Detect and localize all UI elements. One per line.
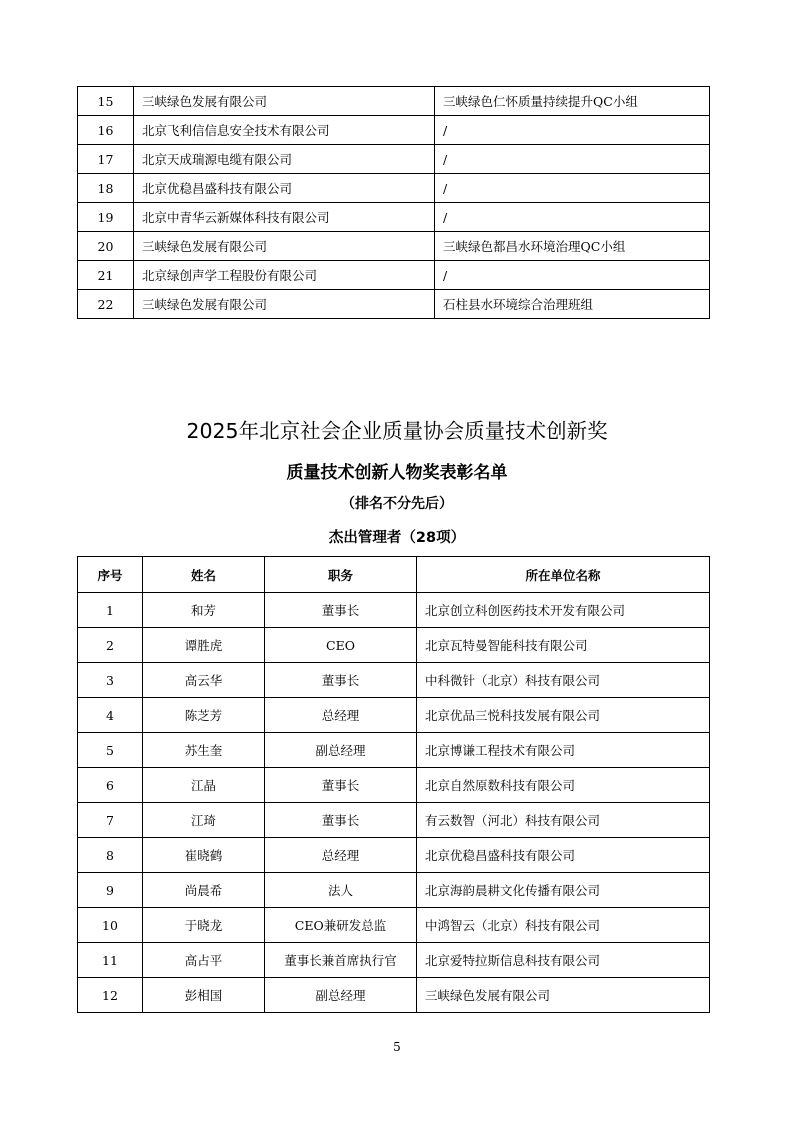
unit-name-cell: 中科微针（北京）科技有限公司 — [417, 663, 710, 698]
table-row — [78, 943, 710, 978]
serial-number-cell: 5 — [78, 733, 143, 768]
position-cell: 总经理 — [265, 698, 417, 733]
name-cell: 陈芝芳 — [143, 698, 265, 733]
serial-number-cell: 17 — [78, 145, 134, 174]
honoree-table-body — [78, 593, 710, 1013]
unit-name-cell: 北京博谦工程技术有限公司 — [417, 733, 710, 768]
serial-number-cell: 7 — [78, 803, 143, 838]
serial-number-cell: 16 — [78, 116, 134, 145]
unit-name-cell: 有云数智（河北）科技有限公司 — [417, 803, 710, 838]
position-cell: 董事长 — [265, 768, 417, 803]
team-cell: 三峡绿色都昌水环境治理QC小组 — [435, 232, 710, 261]
serial-number-cell: 11 — [78, 943, 143, 978]
honoree-table — [77, 556, 710, 1013]
table-row — [78, 261, 710, 290]
table-row — [78, 174, 710, 203]
serial-number-cell: 3 — [78, 663, 143, 698]
serial-number-cell: 9 — [78, 873, 143, 908]
unit-name-cell: 北京爱特拉斯信息科技有限公司 — [417, 943, 710, 978]
name-cell: 尚晨希 — [143, 873, 265, 908]
header-unit-name: 所在单位名称 — [417, 557, 710, 593]
serial-number-cell: 20 — [78, 232, 134, 261]
serial-number-cell: 21 — [78, 261, 134, 290]
serial-number-cell: 19 — [78, 203, 134, 232]
serial-number-cell: 12 — [78, 978, 143, 1013]
name-cell: 苏生奎 — [143, 733, 265, 768]
company-cell: 北京绿创声学工程股份有限公司 — [134, 261, 435, 290]
serial-number-cell: 8 — [78, 838, 143, 873]
position-cell: 副总经理 — [265, 733, 417, 768]
company-cell: 北京优稳昌盛科技有限公司 — [134, 174, 435, 203]
unit-name-cell: 北京创立科创医药技术开发有限公司 — [417, 593, 710, 628]
team-cell: / — [435, 116, 710, 145]
position-cell: 董事长 — [265, 803, 417, 838]
position-cell: 董事长 — [265, 593, 417, 628]
name-cell: 高云华 — [143, 663, 265, 698]
table-row — [78, 87, 710, 116]
name-cell: 崔晓鹤 — [143, 838, 265, 873]
table-row — [78, 290, 710, 319]
ranking-note: （排名不分先后） — [341, 496, 453, 512]
award-subtitle: 质量技术创新人物奖表彰名单 — [286, 463, 508, 483]
table-row — [78, 978, 710, 1013]
table-row — [78, 873, 710, 908]
header-name: 姓名 — [143, 557, 265, 593]
serial-number-cell: 18 — [78, 174, 134, 203]
position-cell: 副总经理 — [265, 978, 417, 1013]
table-row — [78, 593, 710, 628]
company-cell: 三峡绿色发展有限公司 — [134, 232, 435, 261]
unit-name-cell: 北京瓦特曼智能科技有限公司 — [417, 628, 710, 663]
name-cell: 江晶 — [143, 768, 265, 803]
table-row — [78, 803, 710, 838]
name-cell: 和芳 — [143, 593, 265, 628]
unit-name-cell: 北京自然原数科技有限公司 — [417, 768, 710, 803]
page-number: 5 — [393, 1040, 401, 1054]
serial-number-cell: 15 — [78, 87, 134, 116]
table-row — [78, 838, 710, 873]
table-row — [78, 203, 710, 232]
position-cell: 董事长 — [265, 663, 417, 698]
table-row — [78, 116, 710, 145]
company-cell: 北京天成瑞源电缆有限公司 — [134, 145, 435, 174]
company-cell: 三峡绿色发展有限公司 — [134, 87, 435, 116]
position-cell: 总经理 — [265, 838, 417, 873]
header-position: 职务 — [265, 557, 417, 593]
unit-name-cell: 北京海韵晨耕文化传播有限公司 — [417, 873, 710, 908]
unit-name-cell: 北京优稳昌盛科技有限公司 — [417, 838, 710, 873]
table-row — [78, 232, 710, 261]
table-row — [78, 698, 710, 733]
name-cell: 谭胜虎 — [143, 628, 265, 663]
header-row — [78, 557, 710, 593]
team-cell: / — [435, 145, 710, 174]
table-row — [78, 908, 710, 943]
honoree-table-header — [78, 557, 710, 593]
table-row — [78, 145, 710, 174]
table-row — [78, 768, 710, 803]
name-cell: 于晓龙 — [143, 908, 265, 943]
name-cell: 彭相国 — [143, 978, 265, 1013]
position-cell: 法人 — [265, 873, 417, 908]
serial-number-cell: 1 — [78, 593, 143, 628]
serial-number-cell: 22 — [78, 290, 134, 319]
position-cell: CEO — [265, 628, 417, 663]
table-row — [78, 663, 710, 698]
table-row — [78, 733, 710, 768]
team-cell: 三峡绿色仁怀质量持续提升QC小组 — [435, 87, 710, 116]
name-cell: 高占平 — [143, 943, 265, 978]
award-title: 2025年北京社会企业质量协会质量技术创新奖 — [186, 419, 608, 443]
unit-name-cell: 中鸿智云（北京）科技有限公司 — [417, 908, 710, 943]
team-cell: / — [435, 261, 710, 290]
table-row — [78, 628, 710, 663]
team-cell: 石柱县水环境综合治理班组 — [435, 290, 710, 319]
category-heading: 杰出管理者（28项） — [328, 530, 466, 546]
position-cell: 董事长兼首席执行官 — [265, 943, 417, 978]
position-cell: CEO兼研发总监 — [265, 908, 417, 943]
unit-name-cell: 北京优品三悦科技发展有限公司 — [417, 698, 710, 733]
upper-award-table-body — [78, 87, 710, 319]
company-cell: 北京飞利信信息安全技术有限公司 — [134, 116, 435, 145]
company-cell: 三峡绿色发展有限公司 — [134, 290, 435, 319]
upper-award-table — [77, 86, 710, 319]
header-serial-number: 序号 — [78, 557, 143, 593]
unit-name-cell: 三峡绿色发展有限公司 — [417, 978, 710, 1013]
team-cell: / — [435, 203, 710, 232]
company-cell: 北京中青华云新媒体科技有限公司 — [134, 203, 435, 232]
name-cell: 江琦 — [143, 803, 265, 838]
serial-number-cell: 4 — [78, 698, 143, 733]
team-cell: / — [435, 174, 710, 203]
serial-number-cell: 6 — [78, 768, 143, 803]
serial-number-cell: 10 — [78, 908, 143, 943]
serial-number-cell: 2 — [78, 628, 143, 663]
